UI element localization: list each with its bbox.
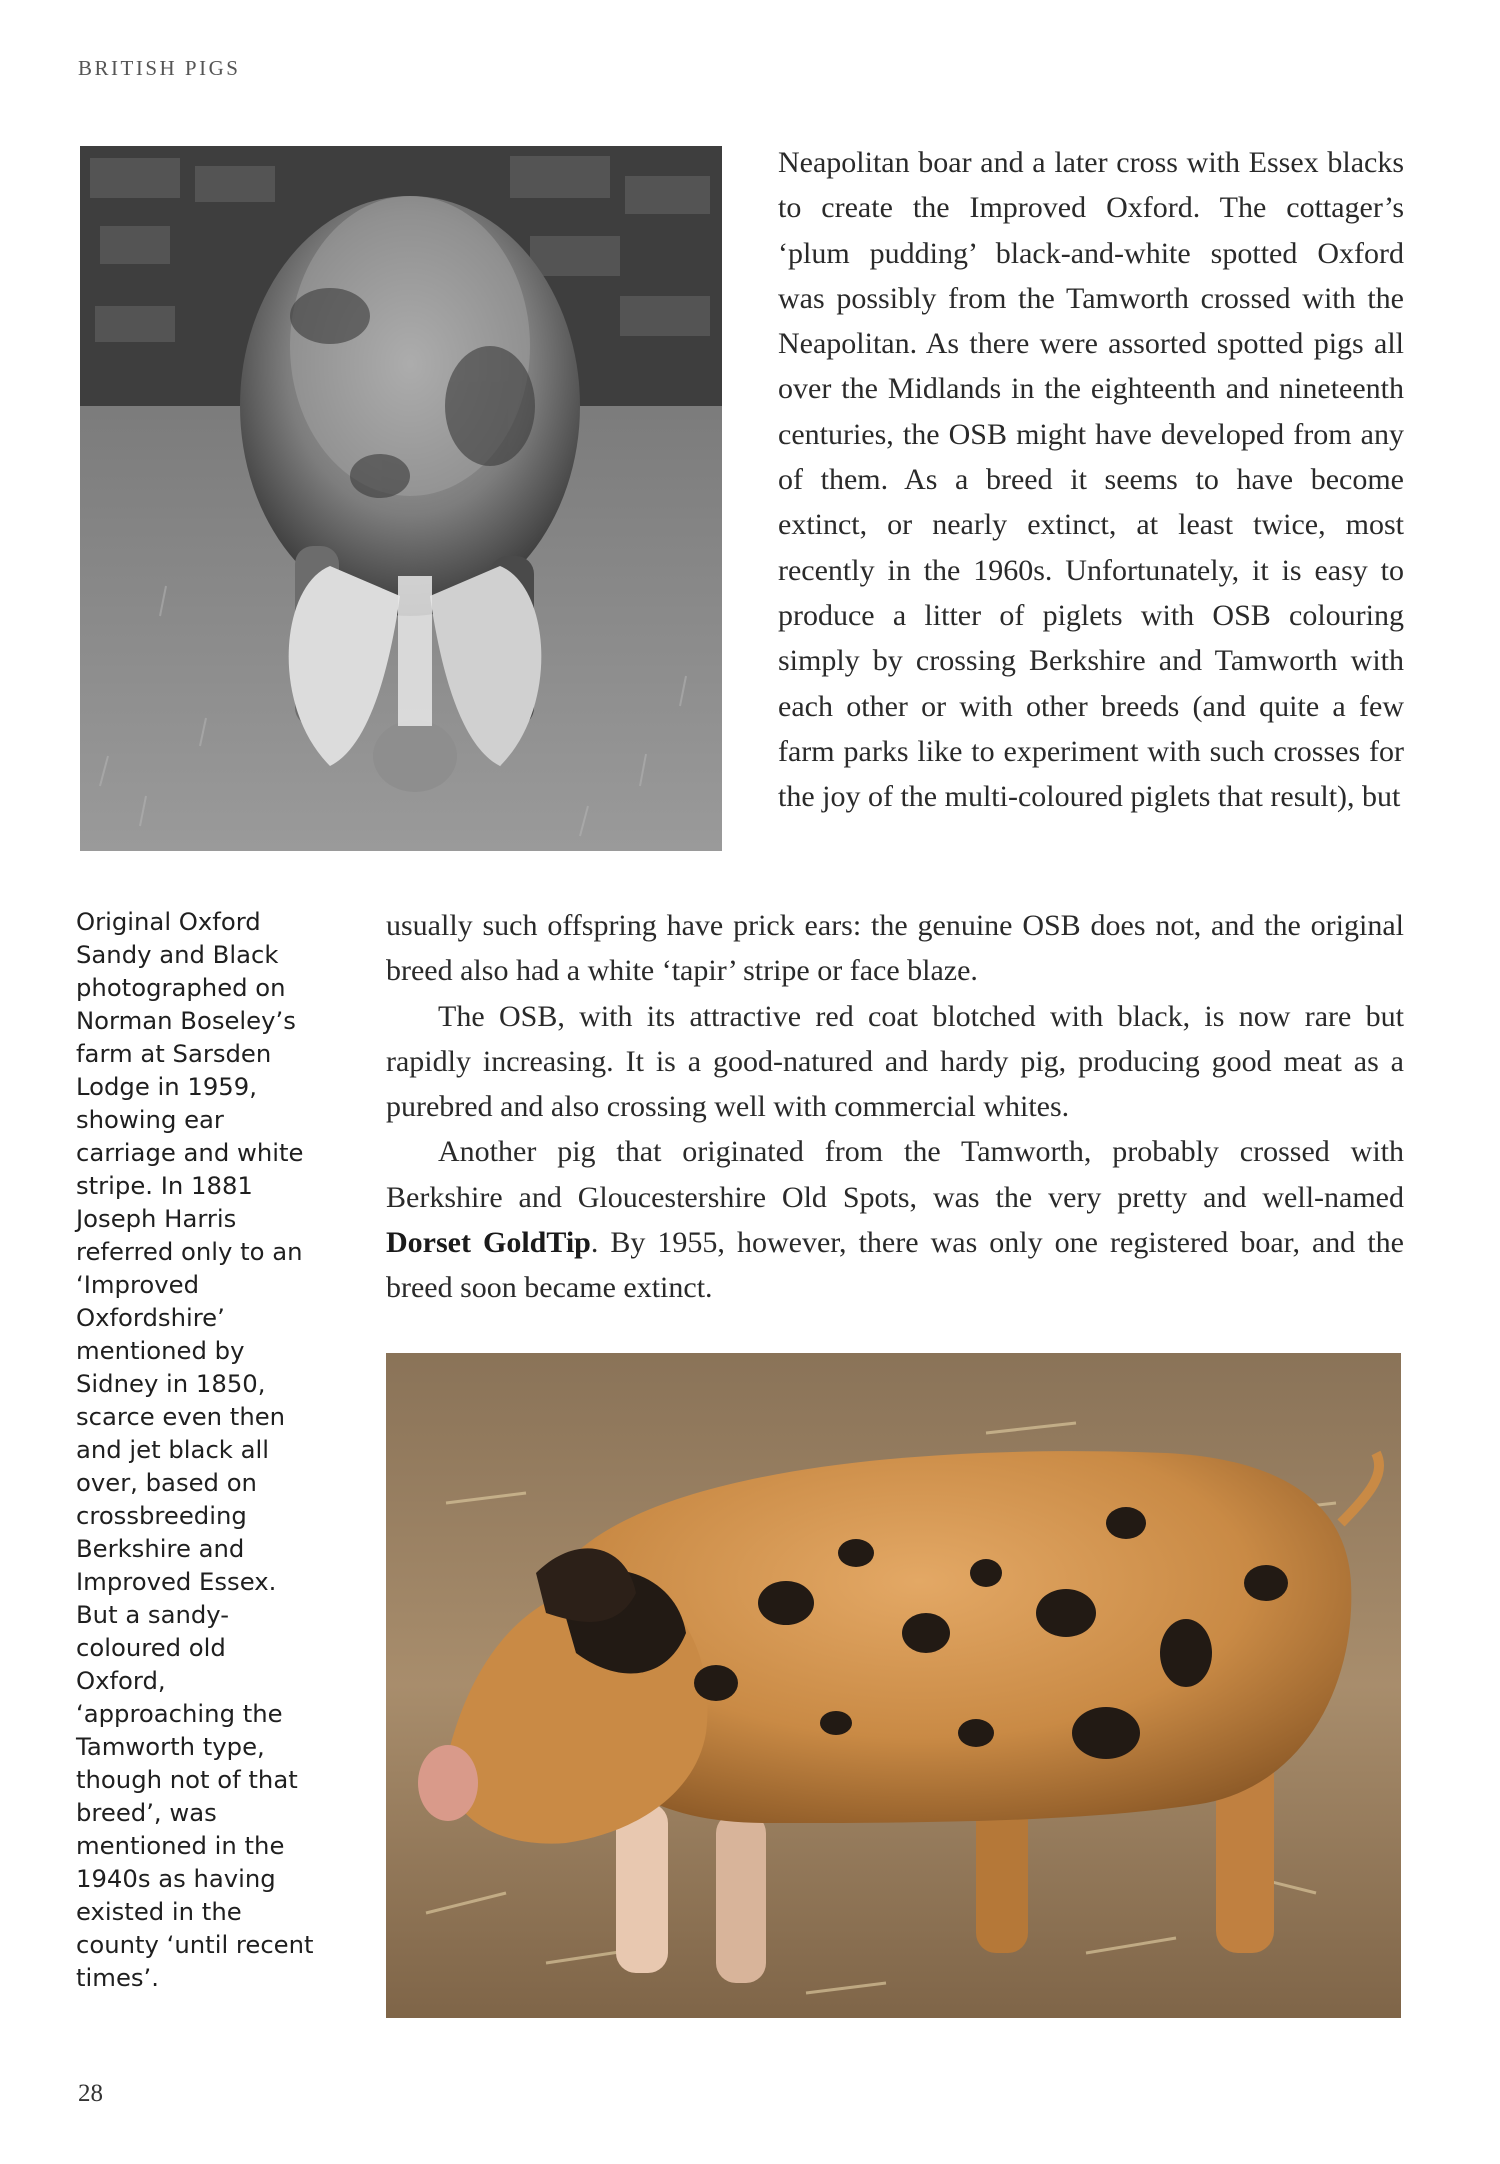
photo-oxford-sandy-black-colour — [386, 1353, 1401, 2018]
paragraph-1-continuation: usually such offspring have prick ears: the genuine OSB does not, and the original breed also had a white ‘tapir’ stripe or face blaze. — [386, 909, 1404, 988]
paragraph-2: The OSB, with its attractive red coat blotched with black, is now rare but rapidly increasing. It is a good-natured and hardy pig, producing good meat as a purebred and also crossing well with commercial whites. — [386, 999, 1404, 1124]
paragraph-3 — [386, 1129, 1404, 1310]
body-text-top — [778, 140, 1404, 819]
body-text-bottom — [386, 903, 1404, 1311]
breed-name-dorset-goldtip: Dorset GoldTip — [386, 1226, 591, 1260]
photo-caption: Original Oxford Sandy and Black photographed on Norman Boseley’s farm at Sarsden Lodge in 1959, showing ear carriage and white stripe. In 1881 Joseph Harris referred only to an ‘Improved Oxfordshire’ mentioned by Sidney in 1850, scarce even then and jet black all over, based on crossbreeding Berkshire and Improved Essex. But a sandy-coloured old Oxford, ‘approaching the Tamworth type, though not of that breed’, was mentioned in the 1940s as having existed in the county ‘until recent times’. — [76, 907, 314, 1992]
running-head: BRITISH PIGS — [78, 56, 241, 80]
page-number: 28 — [78, 2080, 103, 2107]
photo-oxford-sandy-black-1959 — [80, 146, 722, 851]
paragraph-1-part-1: Neapolitan boar and a later cross with Essex blacks to create the Improved Oxford. The cottager’s ‘plum pudding’ black-and-white spotted Oxford was possibly from the Tamworth crossed with the Neapolitan. As there were assorted spotted pigs all over the Midlands in the eighteenth and nineteenth centuries, the OSB might have developed from any of them. As a breed it seems to have become extinct, or nearly extinct, at least twice, most recently in the 1960s. Unfortunately, it is easy to produce a litter of piglets with OSB colouring simply by crossing Berkshire and Tamworth with each other or with other breeds (and quite a few farm parks like to experiment with such crosses for the joy of the multi-coloured piglets that result), but — [778, 146, 1404, 814]
paragraph-3-after: . By 1955, however, there was only one registered boar, and the breed soon became extinct. — [386, 1226, 1404, 1305]
paragraph-3-before: Another pig that originated from the Tamworth, probably crossed with Berkshire and Gloucestershire Old Spots, was the very pretty and well-named — [386, 1135, 1404, 1214]
